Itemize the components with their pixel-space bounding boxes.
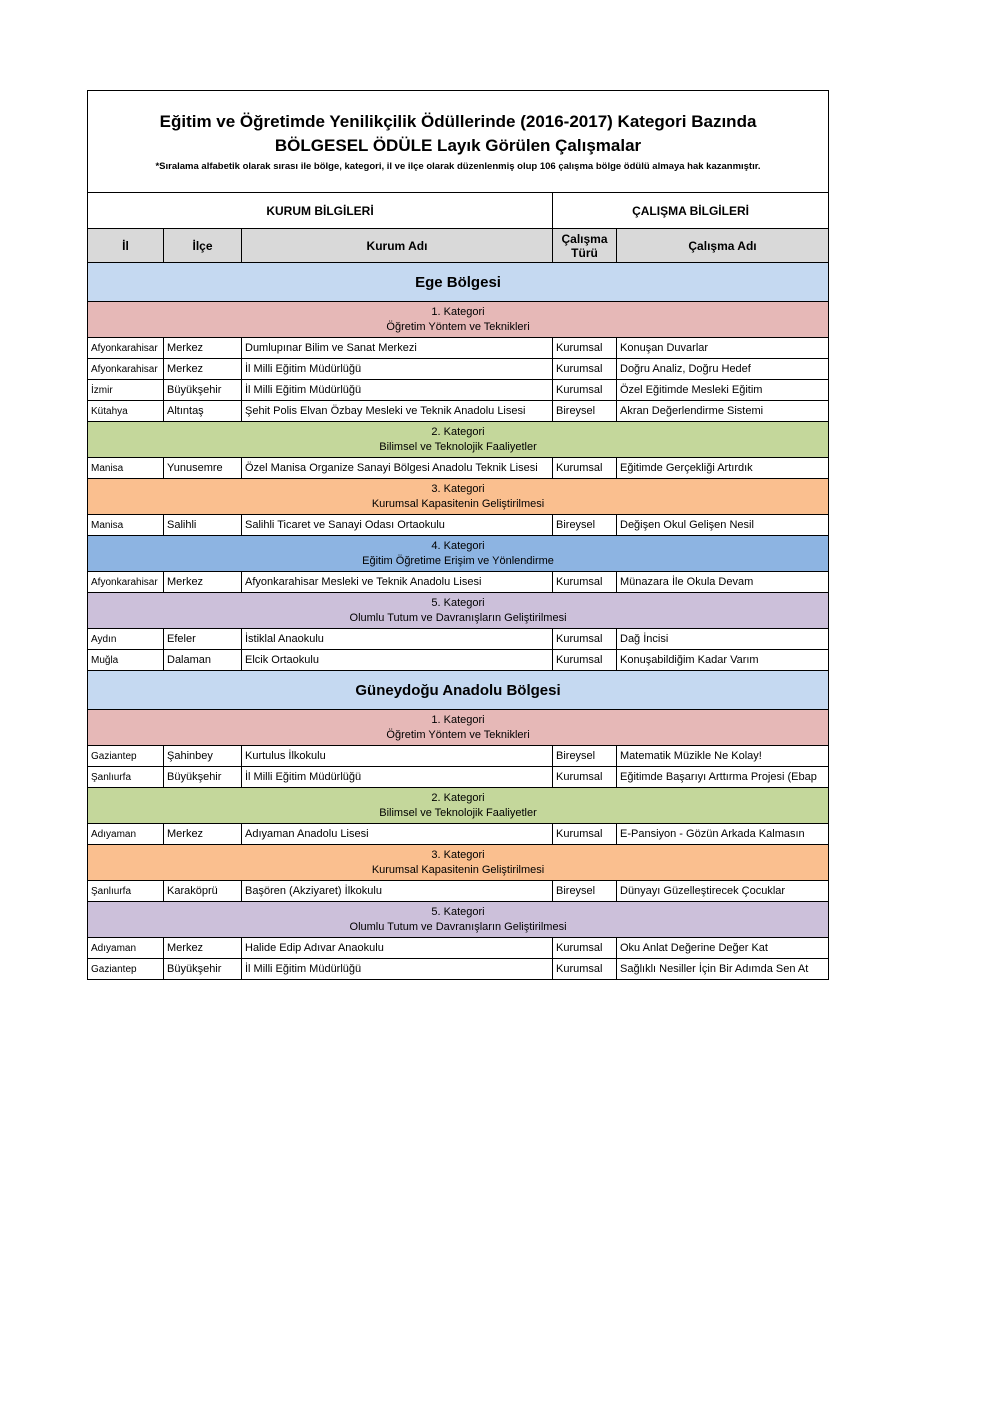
cell-ilce: Merkez: [164, 338, 242, 359]
cell-kurum-adi: Başören (Akziyaret) İlkokulu: [242, 881, 553, 902]
category-row: [88, 902, 829, 938]
cell-il: Muğla: [88, 650, 164, 671]
category-number: 3. Kategori: [431, 848, 485, 861]
category-header: [88, 479, 829, 515]
cell-calisma-adi: Akran Değerlendirme Sistemi: [617, 401, 829, 422]
cell-calisma-turu: Bireysel: [553, 515, 617, 536]
category-header: [88, 302, 829, 338]
category-row: [88, 536, 829, 572]
table-row: [88, 338, 829, 359]
category-name: Eğitim Öğretime Erişim ve Yönlendirme: [362, 554, 554, 567]
category-row: [88, 422, 829, 458]
award-document: [87, 90, 828, 980]
cell-ilce: Büyükşehir: [164, 380, 242, 401]
cell-ilce: Efeler: [164, 629, 242, 650]
cell-calisma-adi: Sağlıklı Nesiller İçin Bir Adımda Sen At: [617, 959, 829, 980]
cell-kurum-adi: İstiklal Anaokulu: [242, 629, 553, 650]
cell-il: Afyonkarahisar: [88, 338, 164, 359]
category-number: 1. Kategori: [431, 305, 485, 318]
document-note: *Sıralama alfabetik olarak sırası ile bölge, kategori, il ve ilçe olarak düzenlenmiş olup 106 çalışma bölge ödülü almaya hak kazanmıştır.: [155, 160, 761, 172]
document-title-line1: Eğitim ve Öğretimde Yenilikçilik Ödüllerinde (2016-2017) Kategori Bazında: [159, 111, 757, 131]
cell-ilce: Karaköprü: [164, 881, 242, 902]
table-row: [88, 515, 829, 536]
cell-kurum-adi: Salihli Ticaret ve Sanayi Odası Ortaokulu: [242, 515, 553, 536]
cell-il: Gaziantep: [88, 959, 164, 980]
cell-ilce: Şahinbey: [164, 746, 242, 767]
table-row: [88, 458, 829, 479]
cell-ilce: Merkez: [164, 824, 242, 845]
category-row: [88, 593, 829, 629]
cell-il: Afyonkarahisar: [88, 359, 164, 380]
category-number: 2. Kategori: [431, 425, 485, 438]
category-header: [88, 902, 829, 938]
table-row: [88, 572, 829, 593]
column-header-calisma-adi: Çalışma Adı: [617, 229, 829, 263]
calisma-bilgileri-header: ÇALIŞMA BİLGİLERİ: [553, 193, 829, 229]
table-row: [88, 824, 829, 845]
category-name: Olumlu Tutum ve Davranışların Geliştirilmesi: [349, 920, 567, 933]
cell-calisma-turu: Bireysel: [553, 881, 617, 902]
cell-il: Şanlıurfa: [88, 767, 164, 788]
cell-il: Gaziantep: [88, 746, 164, 767]
cell-calisma-adi: Eğitimde Gerçekliği Artırdık: [617, 458, 829, 479]
category-number: 2. Kategori: [431, 791, 485, 804]
category-header: [88, 710, 829, 746]
table-row: [88, 767, 829, 788]
category-number: 3. Kategori: [431, 482, 485, 495]
title-row: [88, 91, 829, 193]
cell-calisma-adi: Konuşan Duvarlar: [617, 338, 829, 359]
cell-calisma-turu: Kurumsal: [553, 959, 617, 980]
cell-calisma-adi: Oku Anlat Değerine Değer Kat: [617, 938, 829, 959]
category-row: [88, 845, 829, 881]
awards-table-body: [88, 91, 829, 980]
column-header-ilce: İlçe: [164, 229, 242, 263]
cell-kurum-adi: İl Milli Eğitim Müdürlüğü: [242, 959, 553, 980]
category-row: [88, 788, 829, 824]
section-header-row: [88, 193, 829, 229]
category-row: [88, 479, 829, 515]
cell-calisma-turu: Kurumsal: [553, 824, 617, 845]
cell-il: Aydın: [88, 629, 164, 650]
cell-kurum-adi: Halide Edip Adıvar Anaokulu: [242, 938, 553, 959]
category-header: [88, 788, 829, 824]
category-header: [88, 536, 829, 572]
cell-calisma-turu: Kurumsal: [553, 938, 617, 959]
cell-calisma-turu: Bireysel: [553, 746, 617, 767]
cell-calisma-adi: Eğitimde Başarıyı Arttırma Projesi (Ebap: [617, 767, 829, 788]
cell-il: İzmir: [88, 380, 164, 401]
region-name: Güneydoğu Anadolu Bölgesi: [88, 671, 829, 710]
cell-kurum-adi: Afyonkarahisar Mesleki ve Teknik Anadolu Lisesi: [242, 572, 553, 593]
category-number: 5. Kategori: [431, 596, 485, 609]
cell-calisma-turu: Bireysel: [553, 401, 617, 422]
cell-calisma-turu: Kurumsal: [553, 380, 617, 401]
cell-kurum-adi: Kurtulus İlkokulu: [242, 746, 553, 767]
category-header: [88, 593, 829, 629]
cell-ilce: Altıntaş: [164, 401, 242, 422]
cell-il: Şanlıurfa: [88, 881, 164, 902]
kurum-bilgileri-header: KURUM BİLGİLERİ: [88, 193, 553, 229]
cell-kurum-adi: Dumlupınar Bilim ve Sanat Merkezi: [242, 338, 553, 359]
cell-calisma-adi: Dağ İncisi: [617, 629, 829, 650]
cell-kurum-adi: Özel Manisa Organize Sanayi Bölgesi Anadolu Teknik Lisesi: [242, 458, 553, 479]
category-name: Bilimsel ve Teknolojik Faaliyetler: [379, 806, 537, 819]
table-row: [88, 959, 829, 980]
cell-ilce: Dalaman: [164, 650, 242, 671]
cell-calisma-turu: Kurumsal: [553, 767, 617, 788]
category-header: [88, 422, 829, 458]
awards-table: [87, 90, 829, 980]
cell-kurum-adi: Adıyaman Anadolu Lisesi: [242, 824, 553, 845]
cell-ilce: Salihli: [164, 515, 242, 536]
category-name: Olumlu Tutum ve Davranışların Geliştirilmesi: [349, 611, 567, 624]
region-row: [88, 263, 829, 302]
category-name: Bilimsel ve Teknolojik Faaliyetler: [379, 440, 537, 453]
cell-il: Afyonkarahisar: [88, 572, 164, 593]
cell-kurum-adi: İl Milli Eğitim Müdürlüğü: [242, 359, 553, 380]
cell-calisma-adi: Özel Eğitimde Mesleki Eğitim: [617, 380, 829, 401]
table-row: [88, 881, 829, 902]
cell-calisma-adi: Münazara İle Okula Devam: [617, 572, 829, 593]
cell-calisma-turu: Kurumsal: [553, 338, 617, 359]
table-row: [88, 650, 829, 671]
cell-il: Adıyaman: [88, 938, 164, 959]
category-name: Öğretim Yöntem ve Teknikleri: [386, 728, 530, 741]
document-title-block: [88, 91, 829, 193]
region-name: Ege Bölgesi: [88, 263, 829, 302]
cell-kurum-adi: İl Milli Eğitim Müdürlüğü: [242, 767, 553, 788]
category-name: Öğretim Yöntem ve Teknikleri: [386, 320, 530, 333]
category-number: 1. Kategori: [431, 713, 485, 726]
column-header-row: [88, 229, 829, 263]
cell-kurum-adi: İl Milli Eğitim Müdürlüğü: [242, 380, 553, 401]
category-header: [88, 845, 829, 881]
cell-il: Manisa: [88, 458, 164, 479]
cell-ilce: Yunusemre: [164, 458, 242, 479]
cell-il: Manisa: [88, 515, 164, 536]
cell-kurum-adi: Elcik Ortaokulu: [242, 650, 553, 671]
category-name: Kurumsal Kapasitenin Geliştirilmesi: [371, 497, 545, 510]
cell-kurum-adi: Şehit Polis Elvan Özbay Mesleki ve Teknik Anadolu Lisesi: [242, 401, 553, 422]
table-row: [88, 401, 829, 422]
cell-calisma-adi: E-Pansiyon - Gözün Arkada Kalmasın: [617, 824, 829, 845]
cell-calisma-adi: Matematik Müzikle Ne Kolay!: [617, 746, 829, 767]
category-name: Kurumsal Kapasitenin Geliştirilmesi: [371, 863, 545, 876]
cell-calisma-adi: Doğru Analiz, Doğru Hedef: [617, 359, 829, 380]
cell-calisma-adi: Değişen Okul Gelişen Nesil: [617, 515, 829, 536]
table-row: [88, 359, 829, 380]
document-title-line2: BÖLGESEL ÖDÜLE Layık Görülen Çalışmalar: [274, 135, 642, 155]
cell-il: Adıyaman: [88, 824, 164, 845]
cell-ilce: Merkez: [164, 572, 242, 593]
table-row: [88, 938, 829, 959]
cell-calisma-turu: Kurumsal: [553, 359, 617, 380]
category-row: [88, 302, 829, 338]
cell-calisma-turu: Kurumsal: [553, 458, 617, 479]
cell-calisma-turu: Kurumsal: [553, 629, 617, 650]
cell-calisma-turu: Kurumsal: [553, 650, 617, 671]
table-row: [88, 629, 829, 650]
category-number: 4. Kategori: [431, 539, 485, 552]
cell-il: Kütahya: [88, 401, 164, 422]
region-row: [88, 671, 829, 710]
cell-ilce: Büyükşehir: [164, 959, 242, 980]
cell-calisma-adi: Dünyayı Güzelleştirecek Çocuklar: [617, 881, 829, 902]
column-header-il: İl: [88, 229, 164, 263]
cell-calisma-adi: Konuşabildiğim Kadar Varım: [617, 650, 829, 671]
table-row: [88, 746, 829, 767]
cell-ilce: Büyükşehir: [164, 767, 242, 788]
table-row: [88, 380, 829, 401]
column-header-kurum-adi: Kurum Adı: [242, 229, 553, 263]
column-header-calisma-turu: Çalışma Türü: [553, 229, 617, 263]
category-number: 5. Kategori: [431, 905, 485, 918]
category-row: [88, 710, 829, 746]
cell-ilce: Merkez: [164, 359, 242, 380]
cell-calisma-turu: Kurumsal: [553, 572, 617, 593]
cell-ilce: Merkez: [164, 938, 242, 959]
